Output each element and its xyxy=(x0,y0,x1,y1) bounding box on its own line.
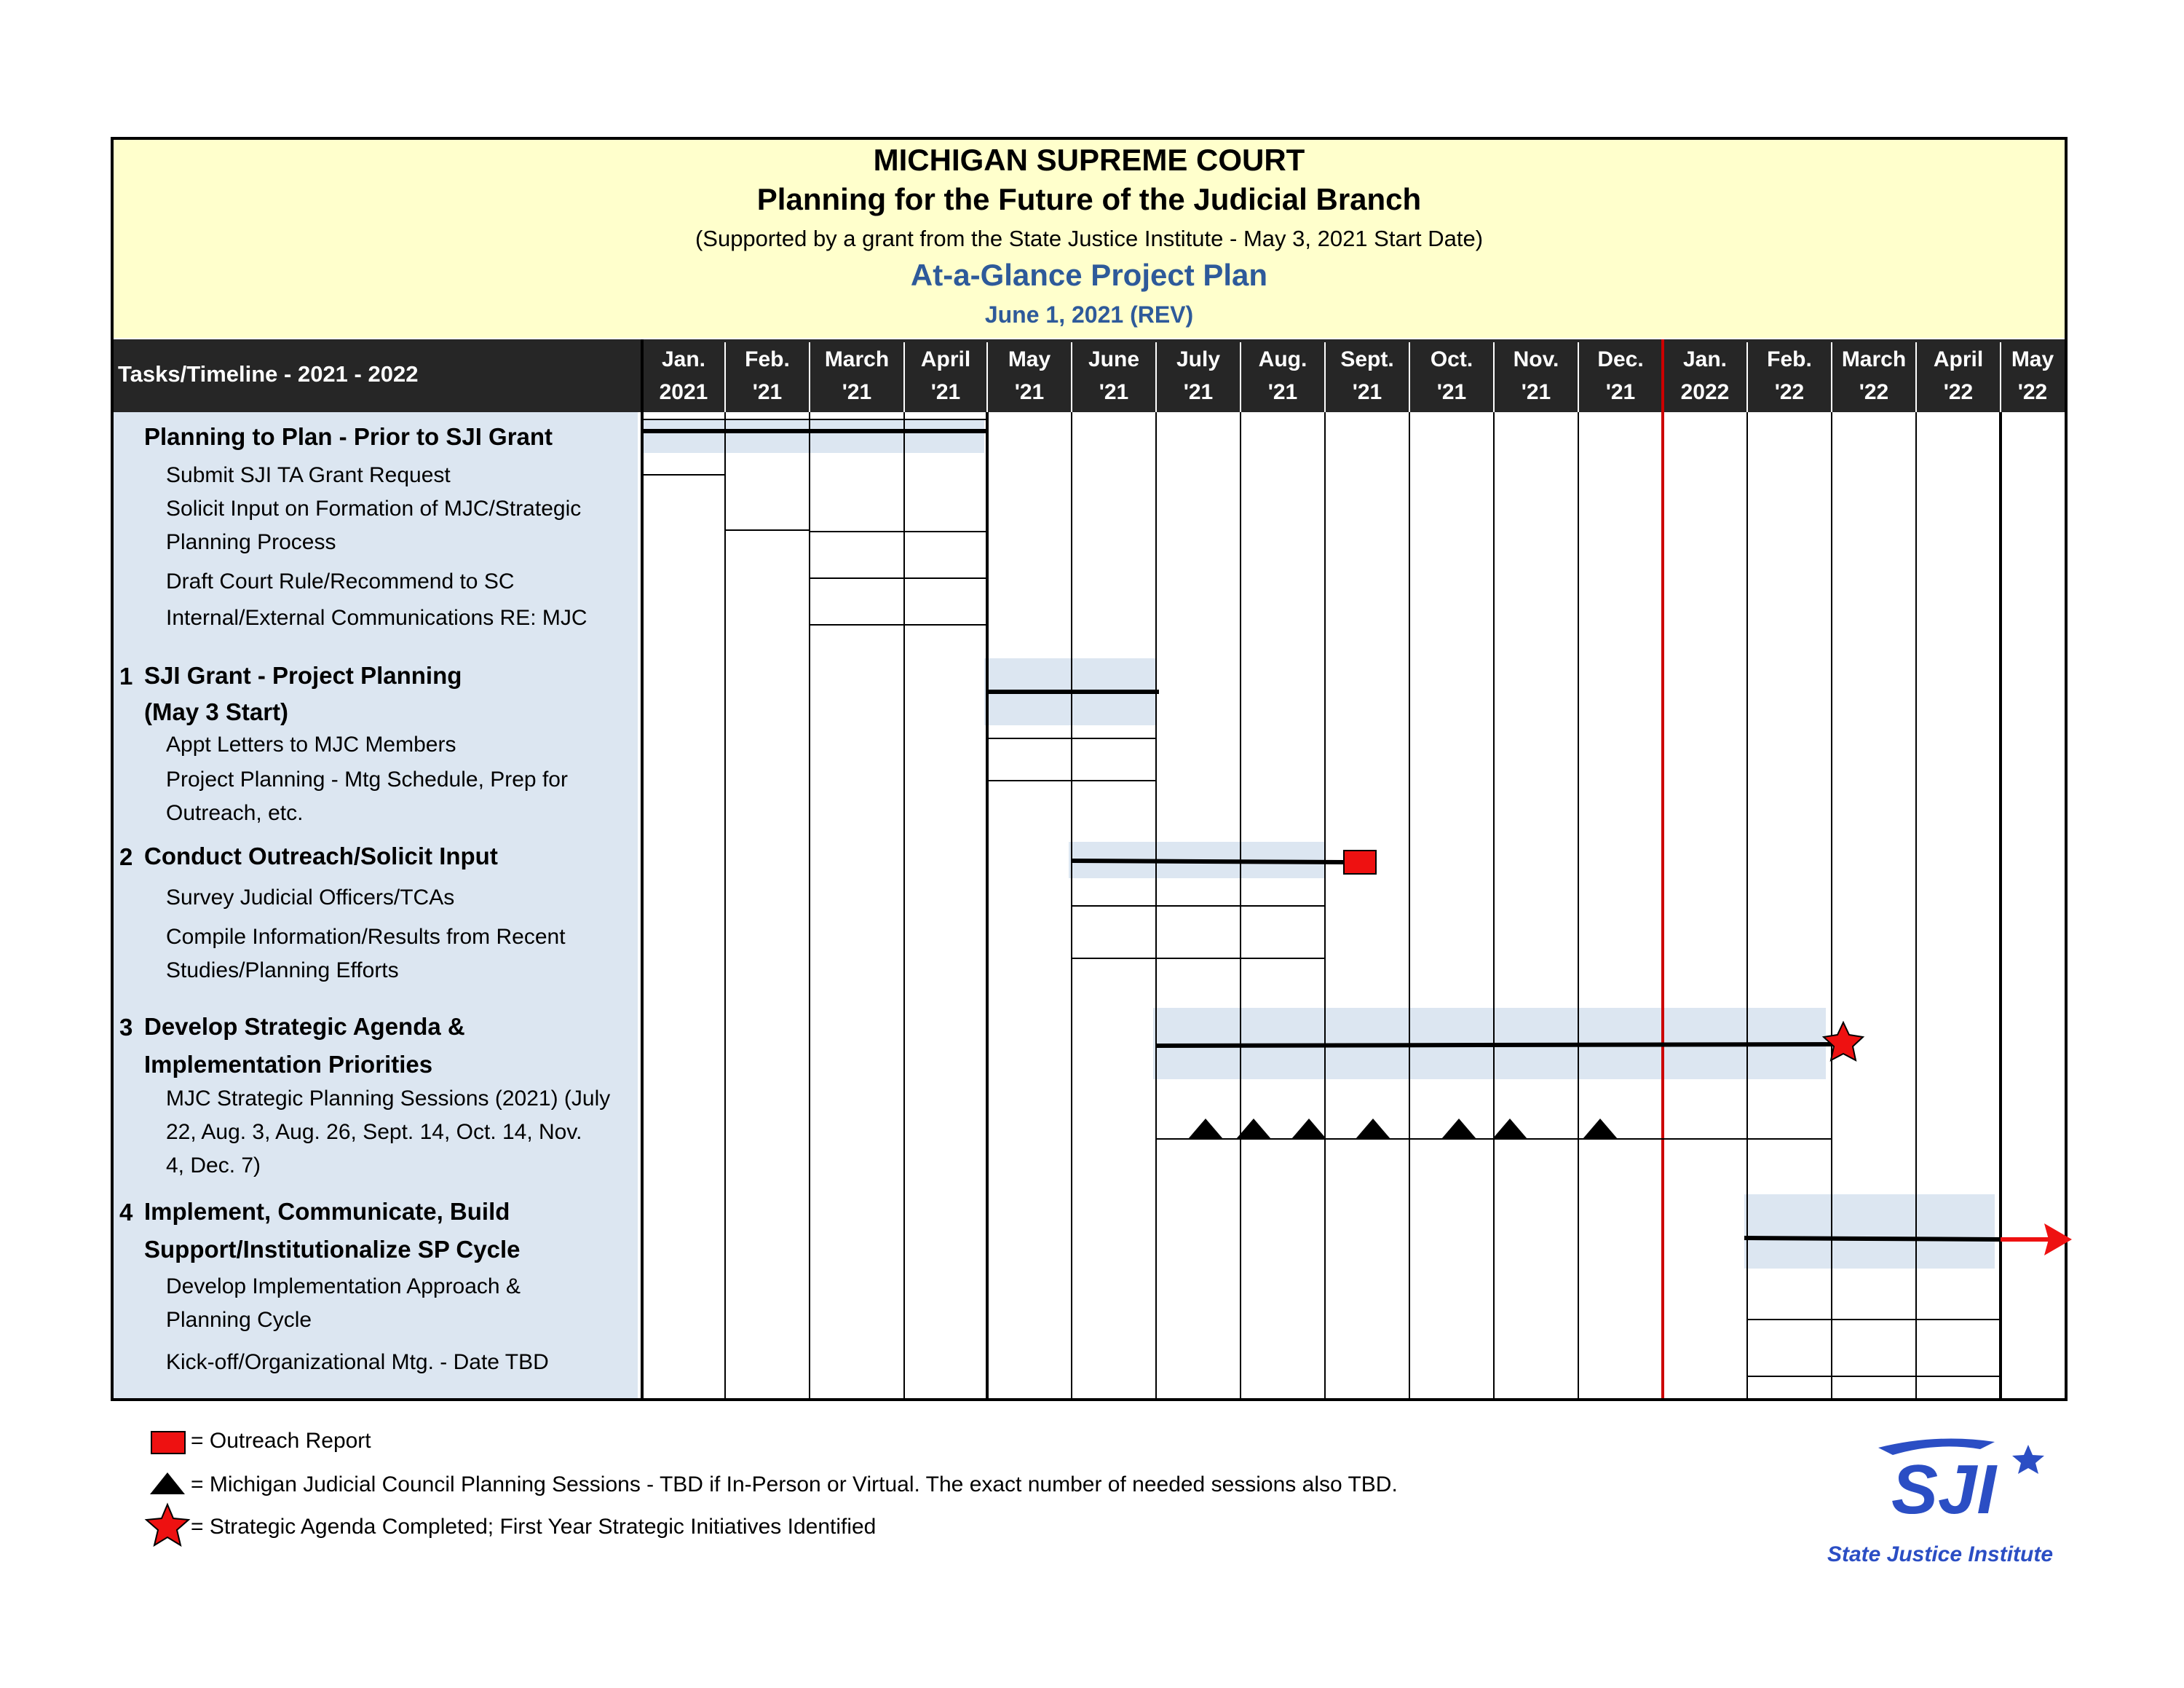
session-marker xyxy=(1236,1119,1271,1139)
strategic-agenda-star xyxy=(1824,1022,1863,1060)
month-header: July '21 xyxy=(1176,347,1221,404)
section-title: Implement, Communicate, Build xyxy=(144,1198,510,1225)
session-marker xyxy=(1291,1119,1326,1139)
task-item: Develop Implementation Approach & xyxy=(166,1274,521,1298)
task-item: Kick-off/Organizational Mtg. - Date TBD xyxy=(166,1350,549,1374)
planning-sessions xyxy=(1188,1119,1618,1139)
outreach-report-marker xyxy=(1344,851,1376,874)
section-number: 1 xyxy=(119,663,133,690)
month-header: April '22 xyxy=(1933,347,1984,404)
legend-agenda-text: = Strategic Agenda Completed; First Year Strategic Initiatives Identified xyxy=(191,1515,877,1539)
task-item: Compile Information/Results from Recent xyxy=(166,925,566,949)
section-number: 4 xyxy=(119,1199,133,1226)
task-item: Appt Letters to MJC Members xyxy=(166,733,456,757)
task-item: Planning Process xyxy=(166,530,336,554)
task-item: Planning Cycle xyxy=(166,1308,312,1332)
task-item: Draft Court Rule/Recommend to SC xyxy=(166,569,515,593)
legend-star-icon xyxy=(146,1504,189,1545)
month-header: Nov. '21 xyxy=(1513,347,1559,404)
task-item: 4, Dec. 7) xyxy=(166,1153,261,1178)
month-header: Oct. '21 xyxy=(1430,347,1473,404)
month-header: March '22 xyxy=(1841,347,1907,404)
session-marker xyxy=(1441,1119,1476,1139)
section-title: Implementation Priorities xyxy=(144,1051,433,1078)
month-header: May '22 xyxy=(2011,347,2054,404)
month-header: Aug. '21 xyxy=(1258,347,1307,404)
task-item: MJC Strategic Planning Sessions (2021) (July xyxy=(166,1086,611,1111)
plan-title: Planning for the Future of the Judicial Branch xyxy=(756,182,1422,216)
section-title: Support/Institutionalize SP Cycle xyxy=(144,1236,521,1263)
legend-report-text: = Outreach Report xyxy=(191,1429,371,1453)
phase-bar-3 xyxy=(1156,1044,1842,1046)
section-title: Develop Strategic Agenda & xyxy=(144,1013,465,1040)
grant-note: (Supported by a grant from the State Justice Institute - May 3, 2021 Start Date) xyxy=(695,226,1484,251)
task-item: Outreach, etc. xyxy=(166,801,304,825)
legend-sessions-text: = Michigan Judicial Council Planning Sessions - TBD if In-Person or Virtual. The exact number of needed sessions also TBD. xyxy=(191,1472,1398,1496)
section-title: Conduct Outreach/Solicit Input xyxy=(144,843,498,869)
task-item: Project Planning - Mtg Schedule, Prep for xyxy=(166,768,568,792)
month-header: Jan. 2022 xyxy=(1680,347,1730,404)
month-header: Sept. '21 xyxy=(1340,347,1394,404)
section-title: Planning to Plan - Prior to SJI Grant xyxy=(144,423,553,450)
task-item: 22, Aug. 3, Aug. 26, Sept. 14, Oct. 14, Nov. xyxy=(166,1120,582,1144)
sji-logo xyxy=(1798,1433,2082,1579)
logo-letters: SJI xyxy=(1891,1451,1997,1529)
phase-band xyxy=(642,419,984,453)
task-item: Survey Judicial Officers/TCAs xyxy=(166,886,455,910)
session-marker xyxy=(1188,1119,1223,1139)
month-header: March '21 xyxy=(824,347,890,404)
task-item: Internal/External Communications RE: MJC xyxy=(166,606,587,630)
task-item: Submit SJI TA Grant Request xyxy=(166,463,451,487)
legend-report-icon xyxy=(151,1432,185,1454)
plan-subtitle: At-a-Glance Project Plan xyxy=(910,258,1268,292)
session-marker xyxy=(1492,1119,1527,1139)
revision-date: June 1, 2021 (REV) xyxy=(984,301,1194,328)
task-column-header: Tasks/Timeline - 2021 - 2022 xyxy=(118,361,419,387)
month-header: Jan. 2021 xyxy=(659,347,708,404)
section-title: (May 3 Start) xyxy=(144,698,289,725)
month-header: Feb. '22 xyxy=(1767,347,1812,404)
month-header: April '21 xyxy=(920,347,971,404)
court-name: MICHIGAN SUPREME COURT xyxy=(873,143,1305,177)
session-marker xyxy=(1356,1119,1390,1139)
phase-bar-4 xyxy=(1744,1238,2001,1239)
phase-band xyxy=(1744,1194,1995,1269)
task-item: Solicit Input on Formation of MJC/Strategic xyxy=(166,497,582,521)
month-header: May '21 xyxy=(1008,347,1051,404)
month-header: Dec. '21 xyxy=(1597,347,1644,404)
month-header: Feb. '21 xyxy=(745,347,790,404)
section-number: 3 xyxy=(119,1014,133,1041)
phase-bars xyxy=(642,431,2001,1239)
continuation-arrow xyxy=(2001,1223,2072,1255)
session-marker xyxy=(1583,1119,1618,1139)
section-number: 2 xyxy=(119,843,133,870)
header-separators xyxy=(725,342,2001,412)
section-title: SJI Grant - Project Planning xyxy=(144,662,462,689)
month-header: June '21 xyxy=(1088,347,1140,404)
logo-name: State Justice Institute xyxy=(1827,1542,2054,1566)
task-item: Studies/Planning Efforts xyxy=(166,958,399,982)
phase-bar-2 xyxy=(1072,861,1344,862)
legend-session-icon xyxy=(150,1472,185,1494)
